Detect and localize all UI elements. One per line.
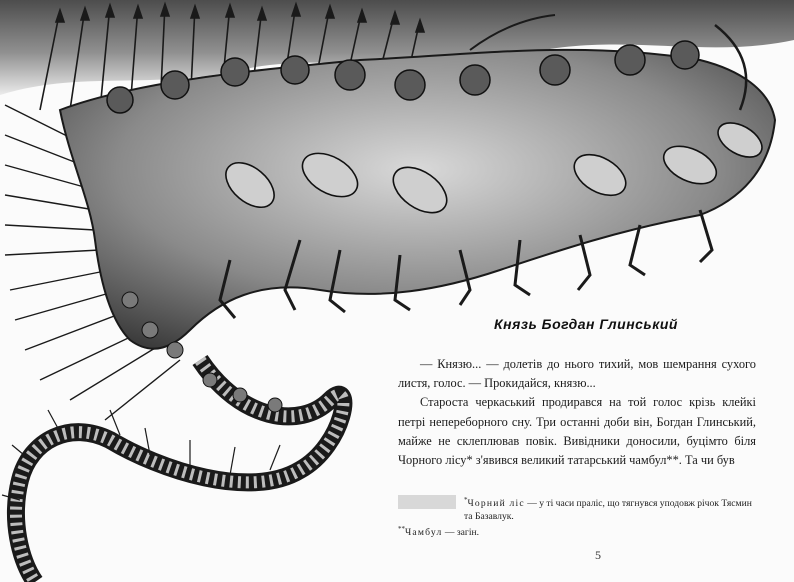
body-text xyxy=(398,355,756,470)
footnote-term: Чорний ліс xyxy=(467,498,525,510)
footnotes xyxy=(398,494,756,539)
chapter-title: Князь Богдан Глинський xyxy=(494,316,678,332)
footnote-text: — загін. xyxy=(442,527,480,539)
page-number: 5 xyxy=(595,548,601,562)
footnote-mark: ** xyxy=(398,525,405,534)
paragraph: — Князю... — долетів до нього тихий, мов шемрання сухого листя, голос. — Прокидайся, князю... xyxy=(398,357,756,391)
footnote-item xyxy=(398,523,756,539)
footnote-item xyxy=(398,494,756,523)
footnote-term: Чамбул xyxy=(405,527,443,539)
paragraph: Староста черкаський продирався на той голос крізь клейкі петрі непереборного сну. Три останні доби він, Богдан Глинський, майже не склеплював повік. Вивідники доносили, буцімто біля Чорного лісу* з'явився великий татарський чамбул**. Та чи був xyxy=(398,395,756,468)
footnote-text: — у ті часи праліс, що тягнувся уподовж річок Тясмин та Базавлук. xyxy=(464,498,752,523)
footnote-mark: * xyxy=(464,496,468,504)
